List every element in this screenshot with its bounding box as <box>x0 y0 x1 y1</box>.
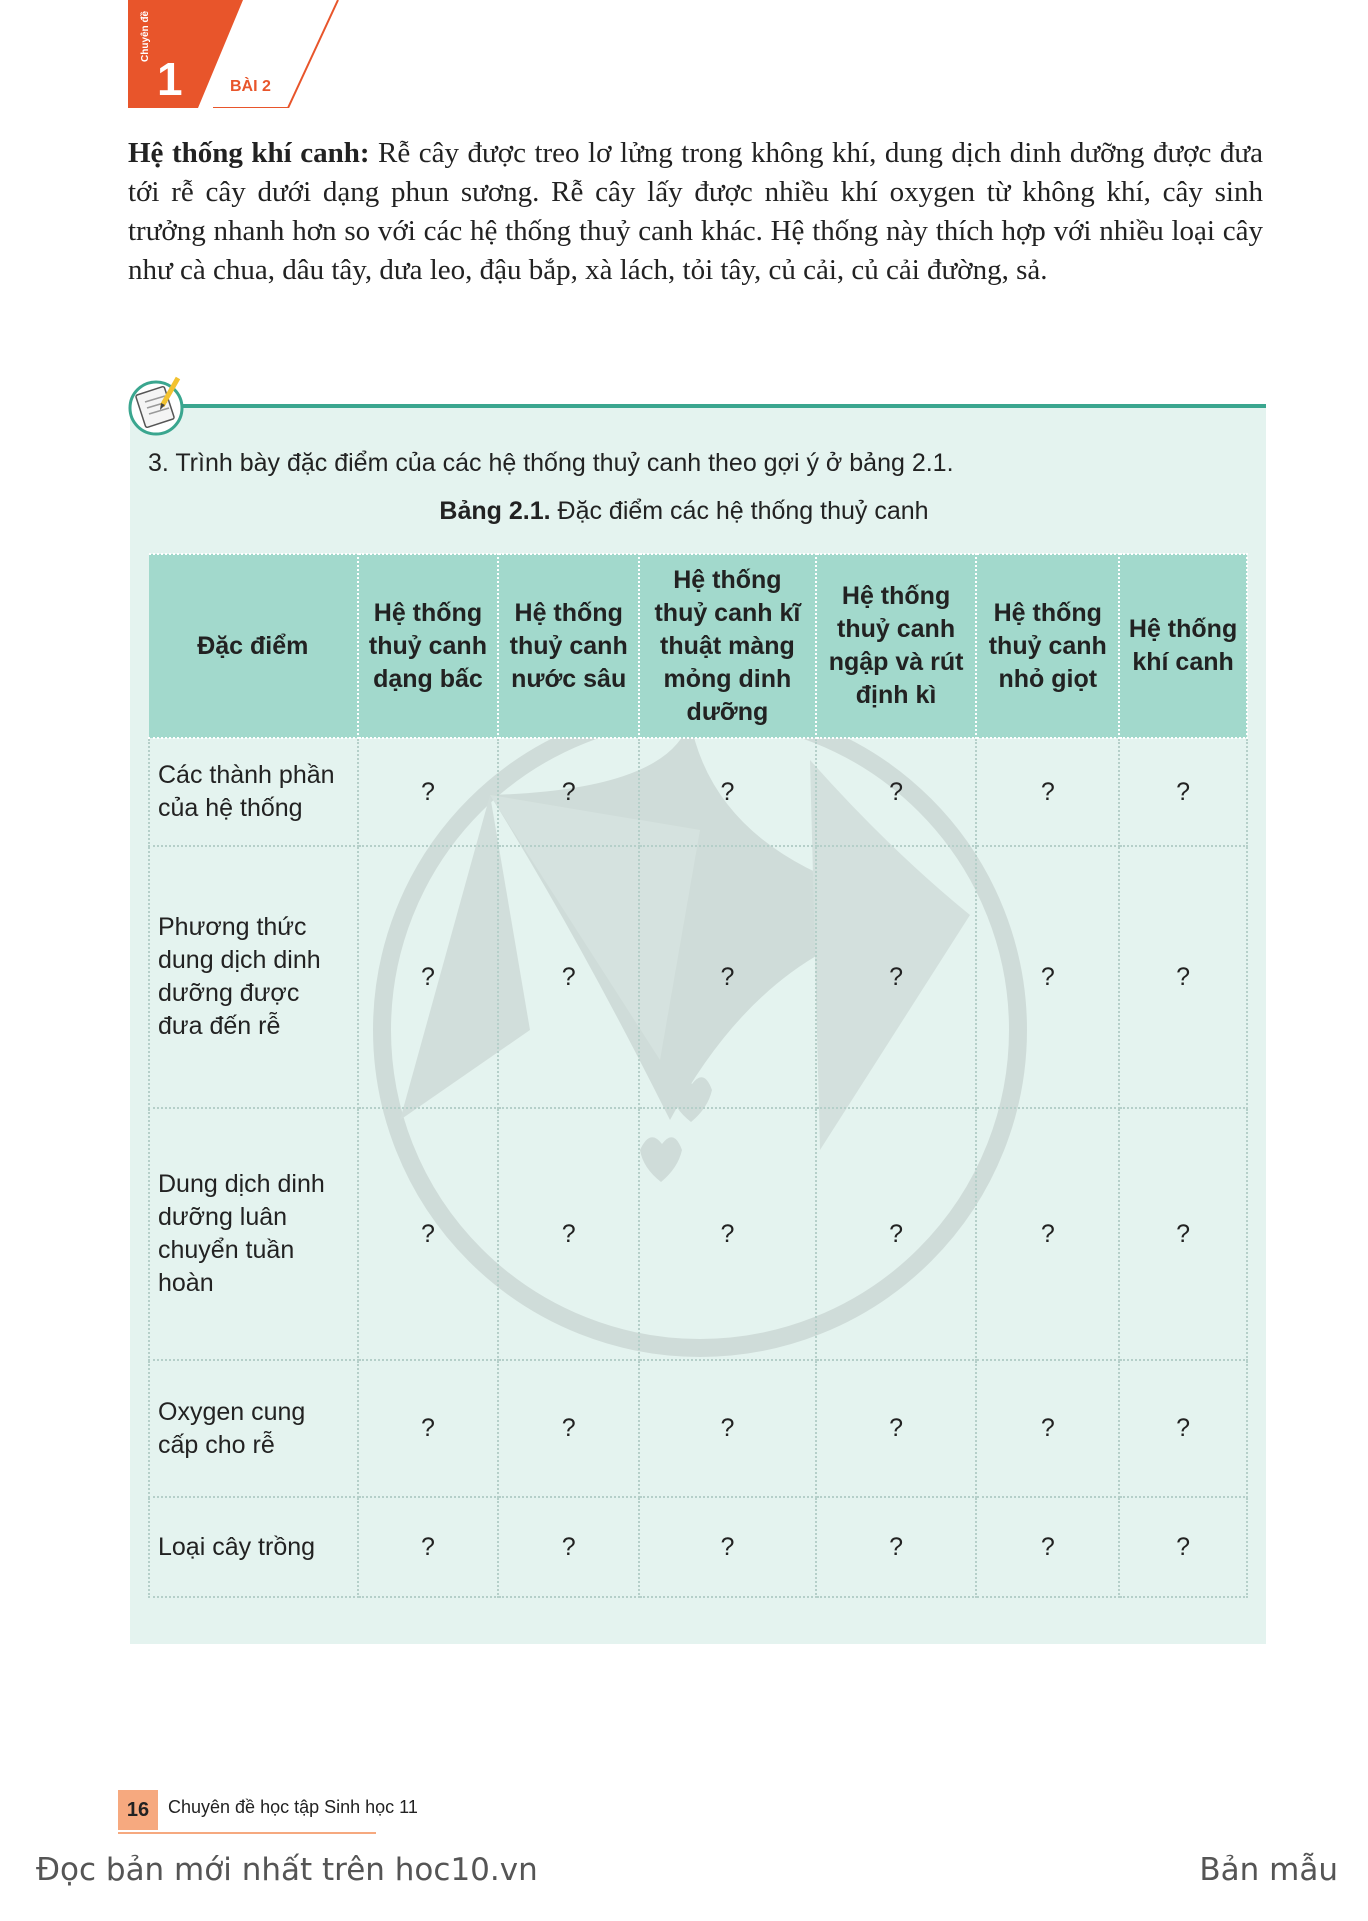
topic-number: 1 <box>157 53 183 105</box>
answer-cell: ? <box>816 846 977 1108</box>
answer-cell: ? <box>1119 738 1247 846</box>
answer-cell: ? <box>639 738 816 846</box>
table-row <box>149 1360 1247 1497</box>
answer-cell: ? <box>1119 1497 1247 1597</box>
answer-cell: ? <box>639 1497 816 1597</box>
table-header-cell: Hệ thống thuỷ canh nước sâu <box>498 554 639 738</box>
page-number: 16 <box>118 1790 158 1830</box>
answer-cell: ? <box>976 1497 1119 1597</box>
answer-cell: ? <box>1119 1360 1247 1497</box>
row-label: Các thành phần của hệ thống <box>149 738 358 846</box>
answer-cell: ? <box>358 1108 499 1360</box>
answer-cell: ? <box>498 1108 639 1360</box>
table-header-cell: Đặc điểm <box>149 554 358 738</box>
table-caption-text: Đặc điểm các hệ thống thuỷ canh <box>550 497 929 525</box>
row-label: Loại cây trồng <box>149 1497 358 1597</box>
latest-version-link[interactable]: Đọc bản mới nhất trên hoc10.vn <box>36 1852 538 1888</box>
table-header-cell: Hệ thống khí canh <box>1119 554 1247 738</box>
intro-term: Hệ thống khí canh: <box>128 137 370 169</box>
answer-cell: ? <box>358 1497 499 1597</box>
answer-cell: ? <box>498 1360 639 1497</box>
table-caption <box>0 497 1368 526</box>
answer-cell: ? <box>639 1360 816 1497</box>
answer-cell: ? <box>639 846 816 1108</box>
activity-question: 3. Trình bày đặc điểm của các hệ thống thuỷ canh theo gợi ý ở bảng 2.1. <box>148 449 954 477</box>
table-header-cell: Hệ thống thuỷ canh dạng bấc <box>358 554 499 738</box>
answer-cell: ? <box>498 1497 639 1597</box>
answer-cell: ? <box>358 738 499 846</box>
intro-text: Rễ cây được treo lơ lửng trong không khí, dung dịch dinh dưỡng được đưa tới rễ cây dưới dạng phun sương. Rễ cây lấy được nhiều khí oxygen từ không khí, cây sinh trưởng nhanh hơn so với các hệ thống thuỷ canh khác. Hệ thống này thích hợp với nhiều loại cây như cà chua, dâu tây, dưa leo, đậu bắp, xà lách, tỏi tây, củ cải, củ cải đường, sả. <box>128 137 1263 286</box>
footer-rule <box>118 1832 376 1834</box>
table-header-cell: Hệ thống thuỷ canh nhỏ giọt <box>976 554 1119 738</box>
intro-paragraph <box>128 134 1263 290</box>
answer-cell: ? <box>816 738 977 846</box>
book-title: Chuyên đề học tập Sinh học 11 <box>168 1797 418 1817</box>
row-label: Oxygen cung cấp cho rễ <box>149 1360 358 1497</box>
table-header-cell: Hệ thống thuỷ canh kĩ thuật màng mỏng dinh dưỡng <box>639 554 816 738</box>
activity-rule <box>170 404 1266 408</box>
row-label: Phương thức dung dịch dinh dưỡng được đưa đến rễ <box>149 846 358 1108</box>
answer-cell: ? <box>498 738 639 846</box>
hydroponics-table <box>148 553 1248 1598</box>
answer-cell: ? <box>816 1497 977 1597</box>
answer-cell: ? <box>1119 1108 1247 1360</box>
table-caption-number: Bảng 2.1. <box>439 497 551 525</box>
answer-cell: ? <box>976 738 1119 846</box>
answer-cell: ? <box>976 846 1119 1108</box>
answer-cell: ? <box>976 1360 1119 1497</box>
table-header-row <box>149 554 1247 738</box>
table-header-cell: Hệ thống thuỷ canh ngập và rút định kì <box>816 554 977 738</box>
table-row <box>149 1108 1247 1360</box>
topic-label: Chuyên đề <box>140 10 151 62</box>
table-row <box>149 1497 1247 1597</box>
lesson-label: BÀI 2 <box>230 78 271 95</box>
answer-cell: ? <box>976 1108 1119 1360</box>
answer-cell: ? <box>1119 846 1247 1108</box>
answer-cell: ? <box>498 846 639 1108</box>
table-row <box>149 738 1247 846</box>
answer-cell: ? <box>816 1360 977 1497</box>
row-label: Dung dịch dinh dưỡng luân chuyển tuần hoàn <box>149 1108 358 1360</box>
notebook-pencil-icon <box>128 372 188 436</box>
sample-edition-label: Bản mẫu <box>1199 1852 1338 1888</box>
answer-cell: ? <box>639 1108 816 1360</box>
answer-cell: ? <box>816 1108 977 1360</box>
answer-cell: ? <box>358 1360 499 1497</box>
table-row <box>149 846 1247 1108</box>
answer-cell: ? <box>358 846 499 1108</box>
